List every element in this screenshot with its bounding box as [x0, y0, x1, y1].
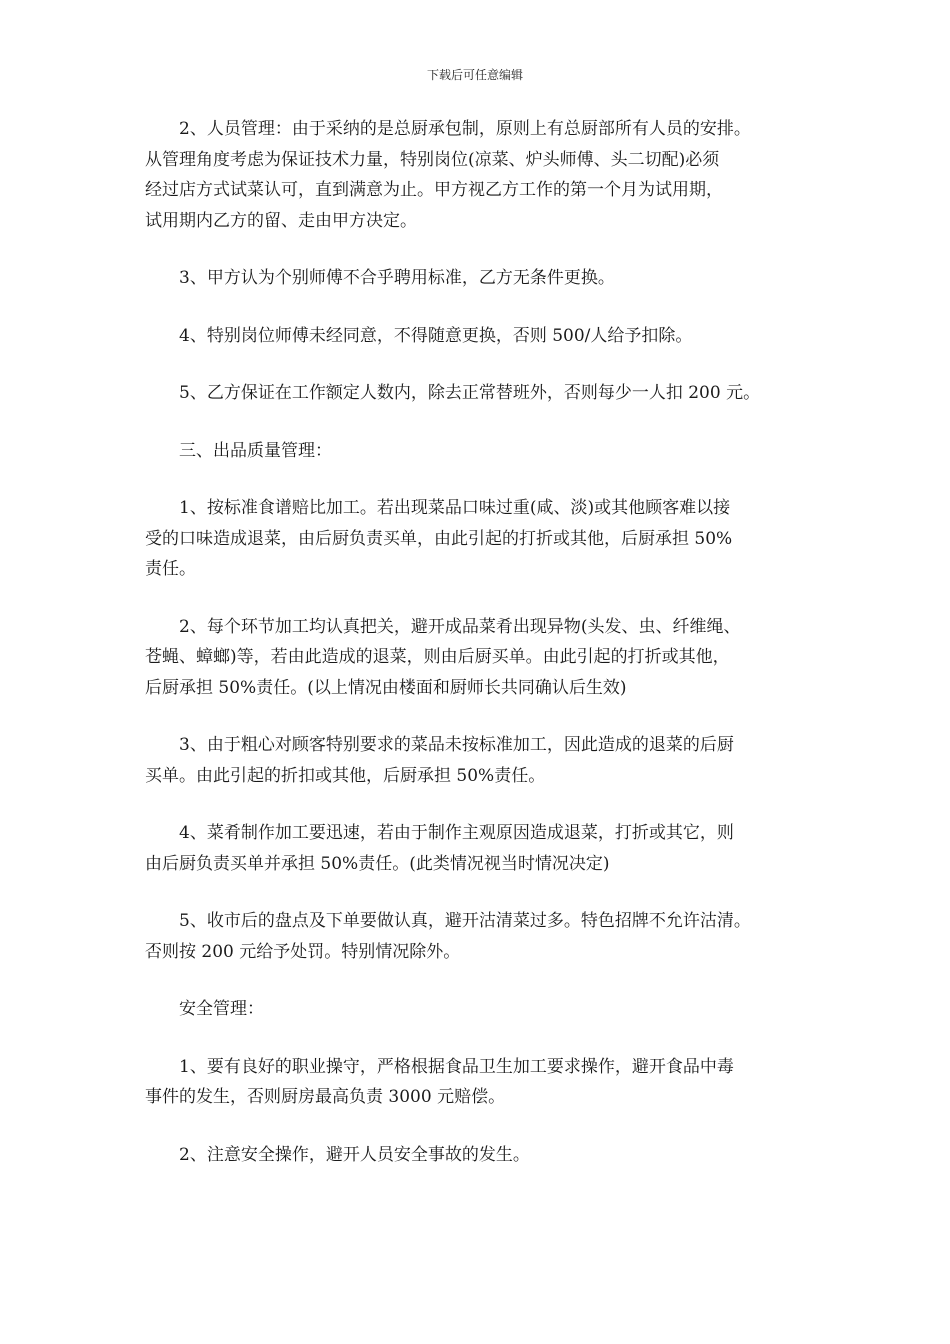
paragraph-personnel-management: 2、人员管理：由于采纳的是总厨承包制，原则上有总厨部所有人员的安排。 从管理角度考虑为保证技术力量，特别岗位(凉菜、炉头师傅、头二切配)必须 经过店方式试菜认可，直到满意为止。甲方视乙方工作的第一个月为试用期， 试用期内乙方的留、走由甲方决定。	[145, 119, 751, 231]
page-header: 下载后可任意编辑	[426, 68, 523, 82]
paragraph-safety-2: 2、注意安全操作，避开人员安全事故的发生。	[179, 1144, 530, 1165]
paragraph-replacement: 3、甲方认为个别师傅不合乎聘用标准，乙方无条件更换。	[179, 268, 615, 288]
paragraph-quality-5: 5、收市后的盘点及下单要做认真，避开沽清菜过多。特色招牌不允许沽清。 否则按 200 元给予处罚。特别情况除外。	[145, 911, 751, 962]
paragraph-quality-3: 3、由于粗心对顾客特别要求的菜品未按标准加工，因此造成的退菜的后厨 买单。由此引起的折扣或其他，后厨承担 50%责任。	[145, 735, 734, 786]
section-heading-quality: 三、出品质量管理：	[179, 440, 332, 461]
paragraph-safety-1: 1、要有良好的职业操守，严格根据食品卫生加工要求操作，避开食品中毒 事件的发生，否则厨房最高负责 3000 元赔偿。	[145, 1056, 734, 1107]
paragraph-special-posts: 4、特别岗位师傅未经同意，不得随意更换，否则 500/人给予扣除。	[179, 325, 693, 346]
paragraph-quality-1: 1、按标准食谱赔比加工。若出现菜品口味过重(咸、淡)或其他顾客难以接 受的口味造成退菜，由后厨负责买单，由此引起的打折或其他，后厨承担 50% 责任。	[145, 498, 733, 579]
paragraph-quality-2: 2、每个环节加工均认真把关，避开成品菜肴出现异物(头发、虫、纤维绳、 苍蝇、蟑螂)等，若由此造成的退菜，则由后厨买单。由此引起的打折或其他， 后厨承担 50%责任。(以上情况由楼面和厨师长共同确认后生效)	[145, 616, 741, 698]
paragraph-quality-4: 4、菜肴制作加工要迅速，若由于制作主观原因造成退菜，打折或其它，则 由后厨负责买单并承担 50%责任。(此类情况视当时情况决定)	[145, 823, 734, 874]
document-body	[145, 114, 825, 1197]
paragraph-staffing: 5、乙方保证在工作额定人数内，除去正常替班外，否则每少一人扣 200 元。	[179, 383, 761, 403]
section-heading-safety: 安全管理：	[179, 999, 264, 1019]
